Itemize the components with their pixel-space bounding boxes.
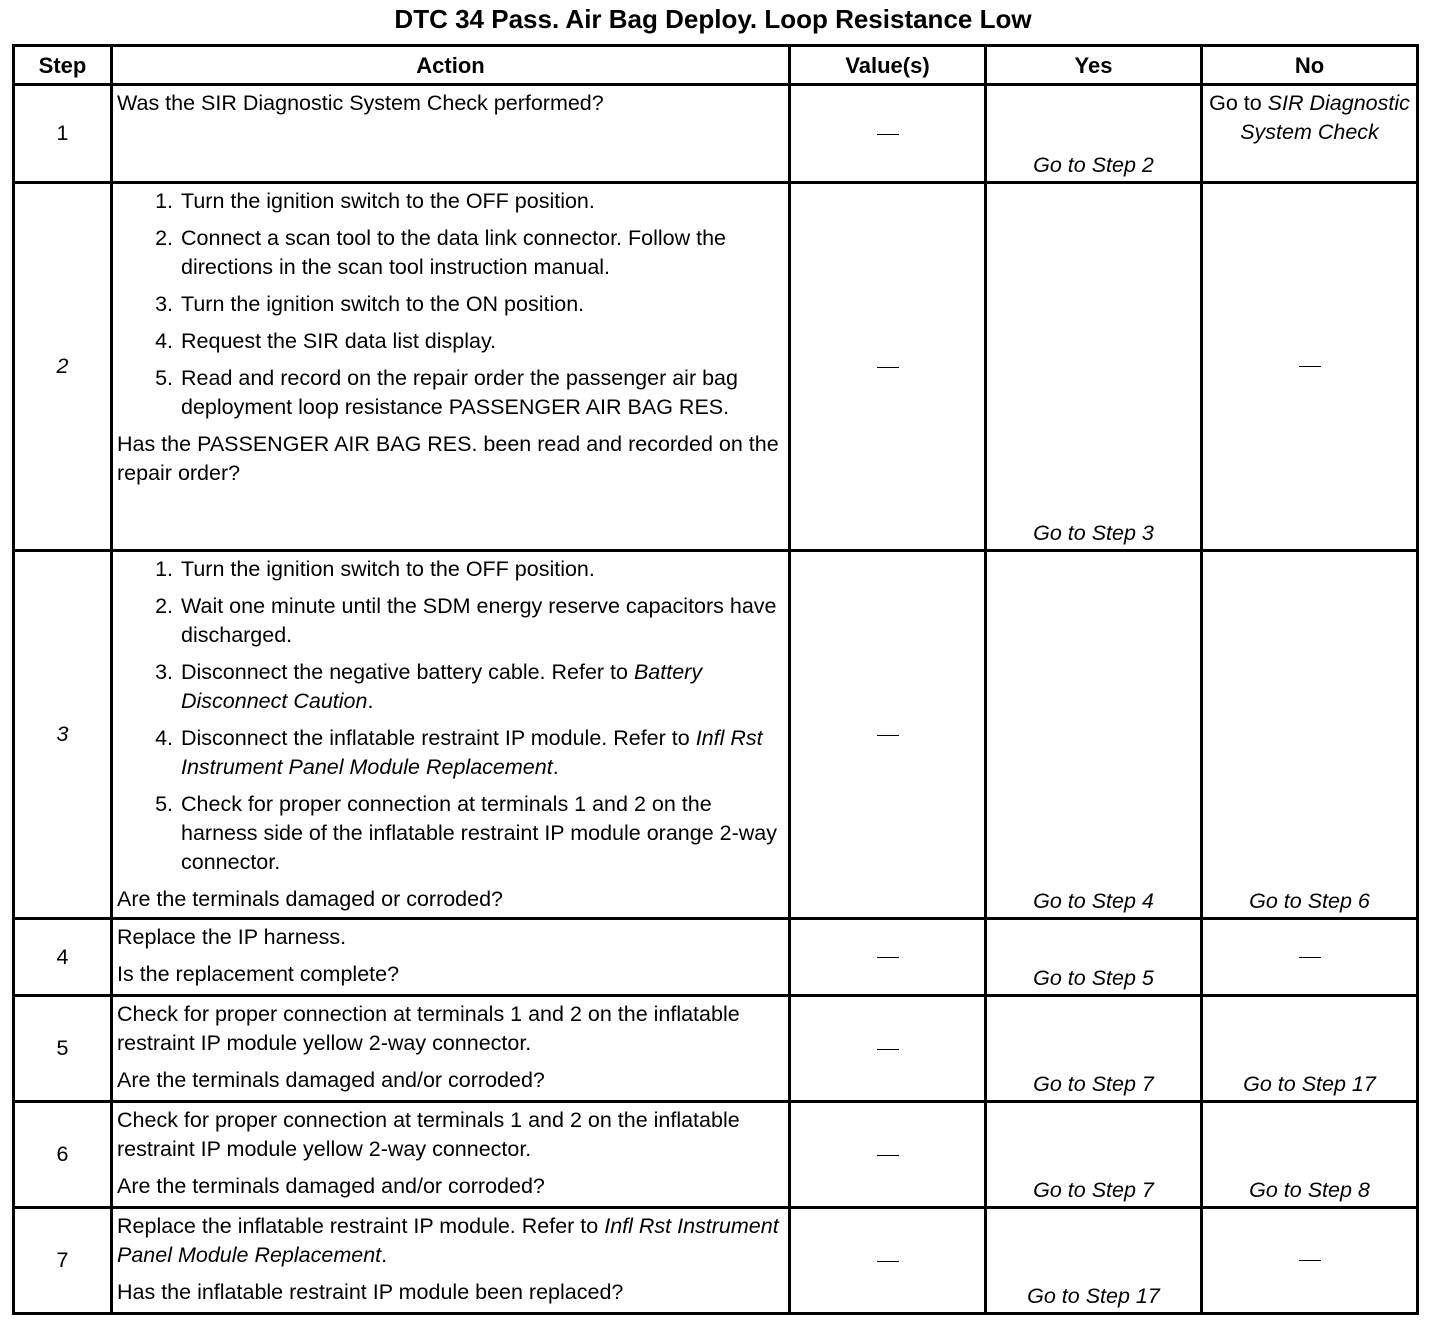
value-cell — [790, 919, 986, 996]
list-item: 5. Check for proper connection at terminals 1 and 2 on the harness side of the inflatable restraint IP module orange 2-way connector. — [155, 792, 777, 874]
step-number: 7 — [14, 1208, 112, 1314]
list-item-text: Disconnect the inflatable restraint IP module. Refer to — [181, 726, 690, 750]
dash-mark — [1299, 1260, 1321, 1261]
dash-mark — [877, 735, 899, 736]
dash-mark — [877, 957, 899, 958]
yes-cell: Go to Step 4 — [986, 551, 1202, 919]
action-question: Has the inflatable restraint IP module been replaced? — [117, 1280, 624, 1304]
no-reference: SIR Diagnostic System Check — [1240, 91, 1410, 144]
value-cell — [790, 1102, 986, 1208]
dash-mark — [877, 1261, 899, 1262]
action-cell — [112, 919, 790, 996]
yes-cell: Go to Step 5 — [986, 919, 1202, 996]
action-question: Are the terminals damaged and/or corroded? — [117, 1174, 545, 1198]
list-item: 1. Turn the ignition switch to the OFF position. — [155, 557, 595, 581]
table-row — [14, 183, 1418, 551]
header-no: No — [1202, 46, 1418, 85]
action-question: Was the SIR Diagnostic System Check performed? — [117, 91, 604, 115]
list-item: 2. Wait one minute until the SDM energy reserve capacitors have discharged. — [155, 594, 777, 647]
action-cell — [112, 996, 790, 1102]
list-item: 5. Read and record on the repair order the passenger air bag deployment loop resistance PASSENGER AIR BAG RES. — [155, 366, 738, 419]
dash-mark — [877, 1155, 899, 1156]
value-cell — [790, 996, 986, 1102]
action-cell — [112, 1208, 790, 1314]
dash-mark — [877, 1049, 899, 1050]
table-row — [14, 996, 1418, 1102]
table-row — [14, 1102, 1418, 1208]
header-values: Value(s) — [790, 46, 986, 85]
action-question: Are the terminals damaged or corroded? — [117, 887, 504, 911]
value-cell — [790, 551, 986, 919]
list-item: 3. Turn the ignition switch to the ON position. — [155, 292, 585, 316]
table-row — [14, 85, 1418, 183]
list-item: 4. Request the SIR data list display. — [155, 329, 497, 353]
action-list — [117, 187, 782, 422]
list-item-text: Turn the ignition switch to the ON position. — [181, 292, 585, 316]
action-cell — [112, 551, 790, 919]
reference-link[interactable]: Battery Disconnect Caution — [181, 660, 703, 713]
table-row — [14, 1208, 1418, 1314]
list-item: 4. Disconnect the inflatable restraint IP module. Refer to Infl Rst Instrument Panel Module Replacement. — [155, 726, 763, 779]
yes-cell: Go to Step 7 — [986, 996, 1202, 1102]
step-number: 6 — [14, 1102, 112, 1208]
header-row — [14, 46, 1418, 85]
list-item-text: Turn the ignition switch to the OFF position. — [181, 189, 595, 213]
list-item: 2. Connect a scan tool to the data link connector. Follow the directions in the scan tool instruction manual. — [155, 226, 726, 279]
diagnostic-table — [12, 44, 1419, 1315]
list-item-text: Read and record on the repair order the passenger air bag deployment loop resistance PASSENGER AIR BAG RES. — [181, 366, 738, 419]
action-text: Replace the inflatable restraint IP module. Refer to Infl Rst Instrument Panel Module Replacement. — [117, 1214, 779, 1267]
action-cell — [112, 1102, 790, 1208]
step-number: 5 — [14, 996, 112, 1102]
action-text: Check for proper connection at terminals 1 and 2 on the inflatable restraint IP module yellow 2-way connector. — [117, 1002, 740, 1055]
list-item-text: Turn the ignition switch to the OFF position. — [181, 557, 595, 581]
list-item-text: Disconnect the negative battery cable. Refer to — [181, 660, 628, 684]
table-row — [14, 919, 1418, 996]
action-question: Is the replacement complete? — [117, 962, 400, 986]
no-cell — [1202, 1208, 1418, 1314]
yes-cell: Go to Step 3 — [986, 183, 1202, 551]
header-yes: Yes — [986, 46, 1202, 85]
step-number: 2 — [14, 183, 112, 551]
step-number: 1 — [14, 85, 112, 183]
reference-link[interactable]: Infl Rst Instrument Panel Module Replacement — [181, 726, 763, 779]
dash-mark — [877, 134, 899, 135]
no-cell — [1202, 919, 1418, 996]
dash-mark — [1299, 957, 1321, 958]
reference-link[interactable]: Infl Rst Instrument Panel Module Replacement — [117, 1214, 779, 1267]
no-cell — [1202, 85, 1418, 183]
step-number: 4 — [14, 919, 112, 996]
action-question: Are the terminals damaged and/or corroded? — [117, 1068, 545, 1092]
no-cell: Go to Step 17 — [1202, 996, 1418, 1102]
no-cell: Go to Step 8 — [1202, 1102, 1418, 1208]
action-cell — [112, 183, 790, 551]
action-text-main: Replace the inflatable restraint IP module. Refer to — [117, 1214, 599, 1238]
list-item: 3. Disconnect the negative battery cable. Refer to Battery Disconnect Caution. — [155, 660, 703, 713]
dash-mark — [877, 367, 899, 368]
table-row — [14, 551, 1418, 919]
step-number: 3 — [14, 551, 112, 919]
action-question: Has the PASSENGER AIR BAG RES. been read and recorded on the repair order? — [117, 432, 779, 485]
yes-cell: Go to Step 7 — [986, 1102, 1202, 1208]
no-cell: Go to Step 6 — [1202, 551, 1418, 919]
list-item-text: Check for proper connection at terminals 1 and 2 on the harness side of the inflatable restraint IP module orange 2-way connector. — [181, 792, 777, 874]
action-list — [117, 555, 782, 877]
no-prefix: Go to — [1209, 91, 1268, 115]
action-text: Check for proper connection at terminals 1 and 2 on the inflatable restraint IP module yellow 2-way connector. — [117, 1108, 740, 1161]
value-cell — [790, 183, 986, 551]
value-cell — [790, 1208, 986, 1314]
header-action: Action — [112, 46, 790, 85]
action-text: Replace the IP harness. — [117, 925, 347, 949]
dash-mark — [1299, 366, 1321, 367]
action-cell — [112, 85, 790, 183]
list-item-text: Wait one minute until the SDM energy reserve capacitors have discharged. — [181, 594, 777, 647]
list-item-text: Request the SIR data list display. — [181, 329, 497, 353]
value-cell — [790, 85, 986, 183]
page-title: DTC 34 Pass. Air Bag Deploy. Loop Resistance Low — [394, 4, 1032, 34]
yes-cell: Go to Step 2 — [986, 85, 1202, 183]
list-item-text: Connect a scan tool to the data link connector. Follow the directions in the scan tool instruction manual. — [181, 226, 726, 279]
list-item: 1. Turn the ignition switch to the OFF position. — [155, 189, 595, 213]
header-step: Step — [14, 46, 112, 85]
no-cell — [1202, 183, 1418, 551]
yes-cell: Go to Step 17 — [986, 1208, 1202, 1314]
